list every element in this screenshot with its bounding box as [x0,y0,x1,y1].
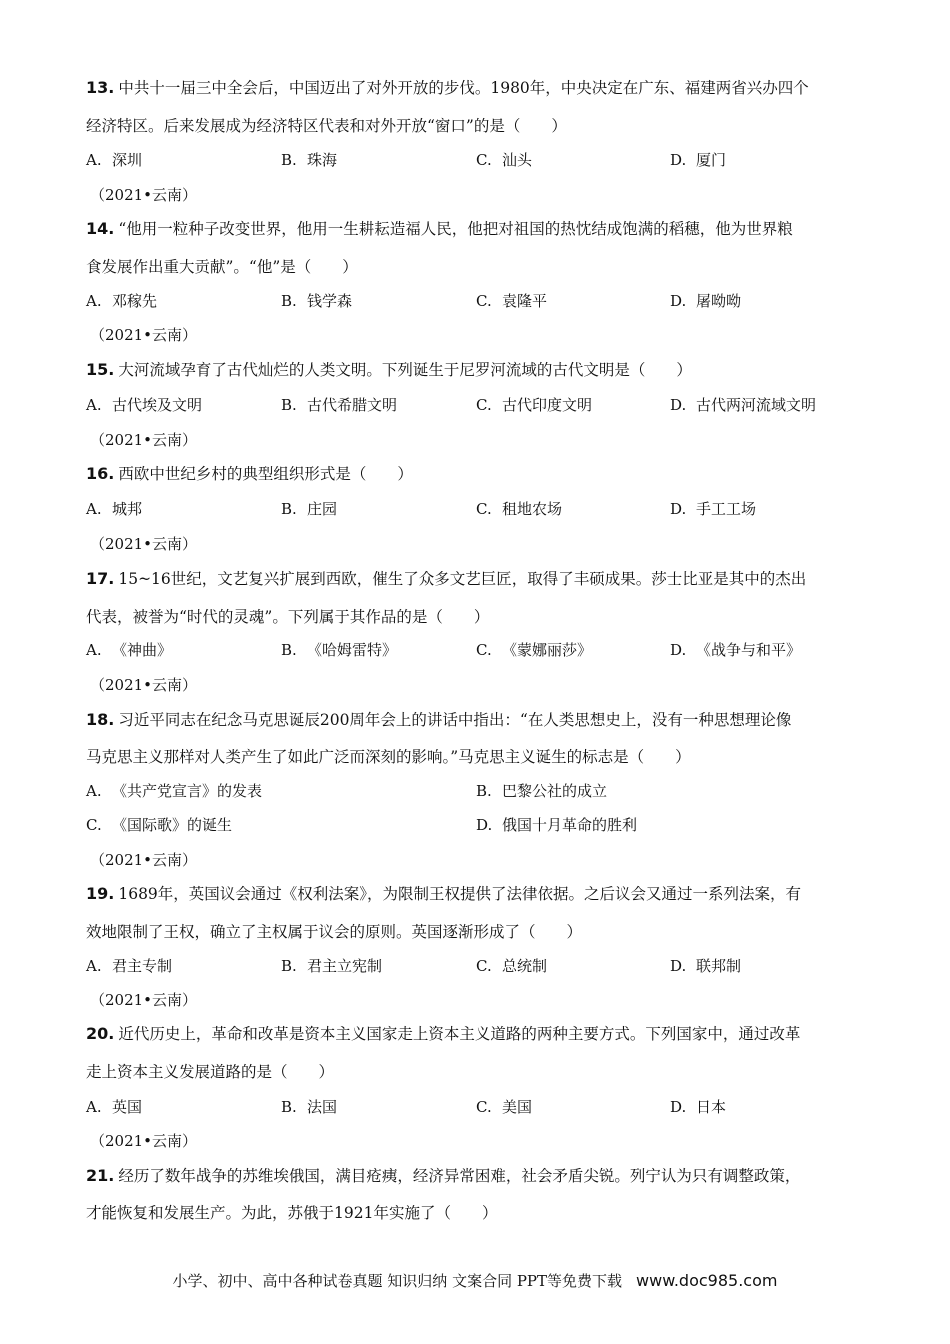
option-text: 君主立宪制 [307,957,383,975]
option-c[interactable] [476,1096,532,1117]
option-a[interactable] [86,780,262,801]
option-text: 法国 [307,1098,338,1116]
option-text: 《神曲》 [112,641,173,659]
question-number: 15. [86,360,115,379]
option-letter: B. [281,151,297,169]
question-14-line-1 [86,217,793,239]
option-a[interactable] [86,149,142,170]
question-text: 1689年，英国议会通过《权利法案》，为限制王权提供了法律依据。之后议会又通过一系列法案，有 [118,885,802,903]
option-text: 《战争与和平》 [696,641,802,659]
question-19-line-1 [86,882,801,904]
option-letter: C. [476,396,492,414]
option-letter: D. [670,396,687,414]
option-b[interactable] [281,149,337,170]
question-number: 18. [86,710,115,729]
option-letter: B. [476,782,492,800]
option-c[interactable] [476,149,532,170]
question-16-line-1 [86,462,413,484]
option-b[interactable] [281,498,337,519]
question-21-line-1 [86,1164,800,1186]
option-letter: C. [476,641,492,659]
option-d[interactable] [670,639,801,660]
question-13-line-1 [86,76,809,98]
option-letter: C. [476,1098,492,1116]
option-text: 《哈姆雷特》 [307,641,398,659]
option-letter: D. [670,1098,687,1116]
question-19-line-2: 效地限制了王权，确立了主权属于议会的原则。英国逐渐形成了（ ） [86,923,583,941]
option-text: 邓稼先 [112,292,158,310]
question-17-line-1 [86,567,806,589]
question-20-line-1 [86,1022,800,1044]
option-text: 深圳 [112,151,143,169]
option-c[interactable] [476,498,562,519]
option-text: 袁隆平 [502,292,548,310]
option-text: 美国 [502,1098,533,1116]
question-number: 13. [86,78,115,97]
option-b[interactable] [281,290,352,311]
option-d[interactable] [670,149,726,170]
page-footer [0,1270,950,1291]
option-a[interactable] [86,290,157,311]
option-letter: A. [86,500,102,518]
question-number: 20. [86,1024,115,1043]
option-text: 屠呦呦 [696,292,742,310]
option-letter: A. [86,151,102,169]
option-letter: C. [476,957,492,975]
option-text: 古代希腊文明 [307,396,398,414]
option-letter: D. [476,816,493,834]
option-text: 《国际歌》的诞生 [112,816,233,834]
question-text: 习近平同志在纪念马克思诞辰200周年会上的讲话中指出：“在人类思想史上，没有一种思想理论像 [118,711,792,729]
option-letter: B. [281,500,297,518]
option-b[interactable] [281,955,382,976]
option-text: 厦门 [696,151,727,169]
question-source: （2021•云南） [90,1132,198,1150]
option-text: 钱学森 [307,292,353,310]
question-number: 21. [86,1166,115,1185]
option-letter: B. [281,957,297,975]
option-text: 俄国十月革命的胜利 [502,816,638,834]
option-a[interactable] [86,1096,142,1117]
question-21-line-2: 才能恢复和发展生产。为此，苏俄于1921年实施了（ ） [86,1204,498,1222]
question-number: 19. [86,884,115,903]
option-a[interactable] [86,394,202,415]
question-text: 西欧中世纪乡村的典型组织形式是（ ） [118,465,413,483]
question-text: 大河流域孕育了古代灿烂的人类文明。下列诞生于尼罗河流域的古代文明是（ ） [118,361,692,379]
option-letter: B. [281,641,297,659]
question-source: （2021•云南） [90,326,198,344]
option-b[interactable] [281,1096,337,1117]
option-c[interactable] [86,814,232,835]
option-text: 租地农场 [502,500,563,518]
option-a[interactable] [86,955,172,976]
option-letter: D. [670,500,687,518]
option-letter: C. [476,500,492,518]
option-letter: D. [670,957,687,975]
option-text: 珠海 [307,151,338,169]
question-text: “他用一粒种子改变世界，他用一生耕耘造福人民，他把对祖国的热忱结成饱满的稻穗，他为世界粮 [118,220,793,238]
option-text: 英国 [112,1098,143,1116]
option-text: 《蒙娜丽莎》 [502,641,593,659]
option-d[interactable] [670,955,741,976]
option-b[interactable] [281,394,397,415]
option-text: 巴黎公社的成立 [502,782,608,800]
question-number: 14. [86,219,115,238]
option-text: 日本 [696,1098,727,1116]
option-text: 手工工场 [696,500,757,518]
option-letter: C. [86,816,102,834]
option-letter: B. [281,396,297,414]
option-text: 联邦制 [696,957,742,975]
option-d[interactable] [670,498,756,519]
footer-site-link[interactable]: www.doc985.com [636,1271,778,1290]
question-15-line-1 [86,358,692,380]
question-source: （2021•云南） [90,676,198,694]
question-17-line-2: 代表，被誉为“时代的灵魂”。下列属于其作品的是（ ） [86,608,490,626]
option-letter: C. [476,151,492,169]
question-14-line-2: 食发展作出重大贡献”。“他”是（ ） [86,258,358,276]
option-c[interactable] [476,639,592,660]
option-letter: A. [86,957,102,975]
option-b[interactable] [476,780,607,801]
question-source: （2021•云南） [90,186,198,204]
question-text: 中共十一届三中全会后，中国迈出了对外开放的步伐。1980年，中央决定在广东、福建两省兴办四个 [118,79,809,97]
question-source: （2021•云南） [90,431,198,449]
question-number: 17. [86,569,115,588]
question-number: 16. [86,464,115,483]
option-a[interactable] [86,639,172,660]
option-c[interactable] [476,394,592,415]
option-letter: A. [86,292,102,310]
footer-text: 小学、初中、高中各种试卷真题 知识归纳 文案合同 PPT等免费下载 [172,1272,623,1290]
option-text: 古代印度文明 [502,396,593,414]
question-18-line-1 [86,708,791,730]
option-letter: D. [670,641,687,659]
option-letter: D. [670,151,687,169]
option-text: 君主专制 [112,957,173,975]
option-d[interactable] [670,1096,726,1117]
option-letter: A. [86,782,102,800]
option-text: 汕头 [502,151,533,169]
option-text: 庄园 [307,500,338,518]
option-text: 总统制 [502,957,548,975]
option-letter: A. [86,641,102,659]
question-20-line-2: 走上资本主义发展道路的是（ ） [86,1063,335,1081]
option-letter: B. [281,292,297,310]
option-letter: A. [86,1098,102,1116]
option-letter: D. [670,292,687,310]
question-source: （2021•云南） [90,535,198,553]
option-a[interactable] [86,498,142,519]
option-text: 古代埃及文明 [112,396,203,414]
question-text: 经历了数年战争的苏维埃俄国，满目疮痍，经济异常困难，社会矛盾尖锐。列宁认为只有调整政策， [118,1167,801,1185]
option-b[interactable] [281,639,397,660]
question-text: 15~16世纪，文艺复兴扩展到西欧，催生了众多文艺巨匠，取得了丰硕成果。莎士比亚是其中的杰出 [118,570,807,588]
question-source: （2021•云南） [90,991,198,1009]
option-d[interactable] [670,394,816,415]
option-c[interactable] [476,290,547,311]
option-letter: B. [281,1098,297,1116]
question-text: 近代历史上，革命和改革是资本主义国家走上资本主义道路的两种主要方式。下列国家中，通过改革 [118,1025,801,1043]
option-text: 古代两河流域文明 [696,396,817,414]
option-d[interactable] [476,814,637,835]
option-letter: C. [476,292,492,310]
question-18-line-2: 马克思主义那样对人类产生了如此广泛而深刻的影响。”马克思主义诞生的标志是（ ） [86,748,691,766]
option-c[interactable] [476,955,547,976]
option-text: 《共产党宣言》的发表 [112,782,263,800]
option-text: 城邦 [112,500,143,518]
option-letter: A. [86,396,102,414]
question-13-line-2: 经济特区。后来发展成为经济特区代表和对外开放“窗口”的是（ ） [86,117,567,135]
question-source: （2021•云南） [90,851,198,869]
option-d[interactable] [670,290,741,311]
